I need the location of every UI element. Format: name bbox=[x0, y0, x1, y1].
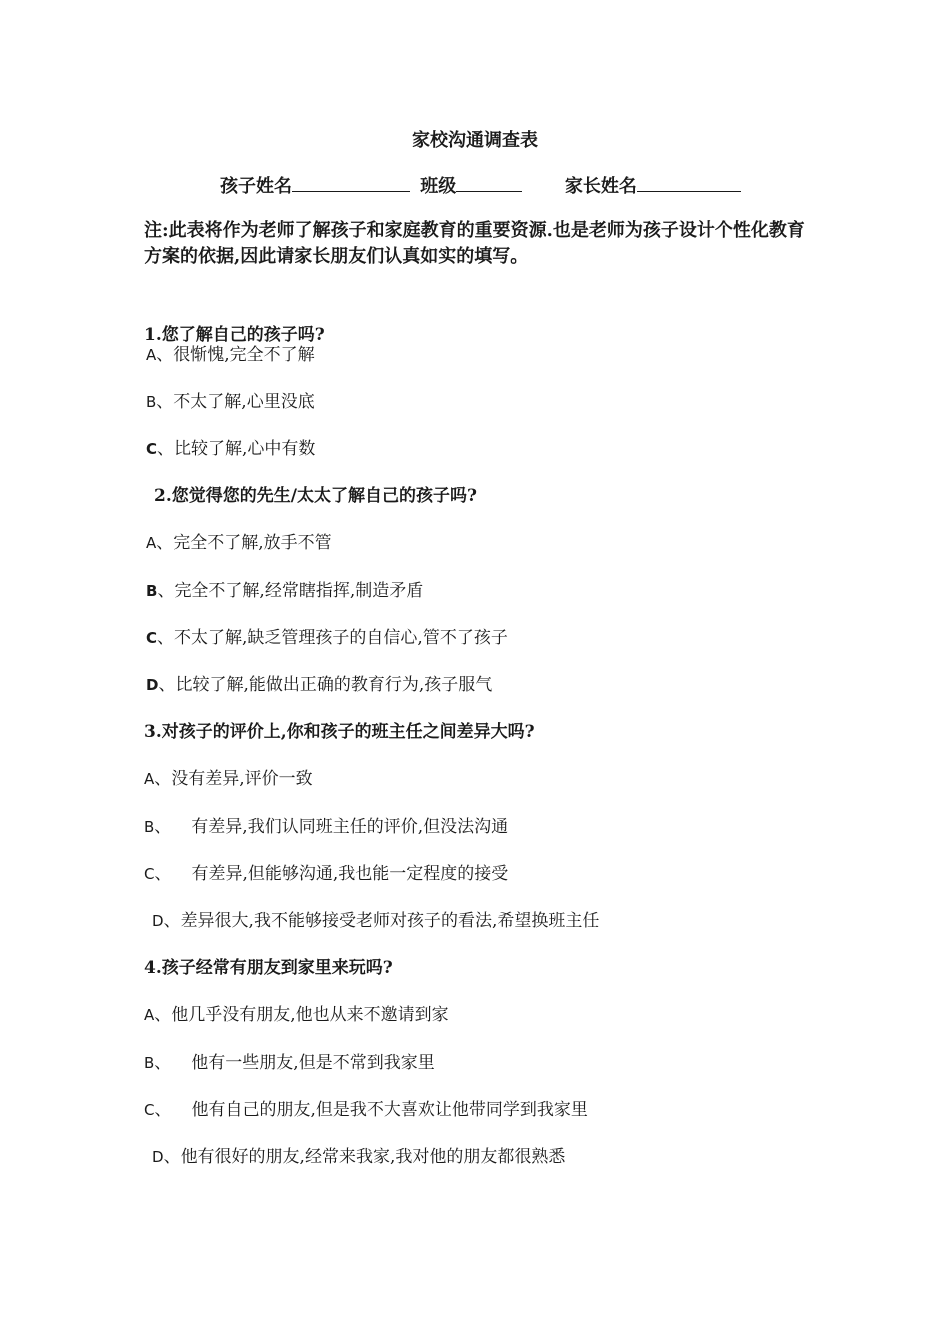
survey-note: 注:此表将作为老师了解孩子和家庭教育的重要资源.也是老师为孩子设计个性化教育方案的依据,因此请家长朋友们认真如实的填写。 bbox=[144, 220, 805, 267]
question-3: 3.对孩子的评价上,你和孩子的班主任之间差异大吗? bbox=[144, 722, 535, 742]
option-text: 完全不了解,经常瞎指挥,制造矛盾 bbox=[174, 581, 424, 601]
option-letter: D bbox=[146, 676, 159, 694]
option-text: 完全不了解,放手不管 bbox=[173, 533, 332, 553]
class-label: 班级 bbox=[420, 176, 457, 197]
parent-name-blank[interactable] bbox=[637, 173, 741, 192]
option-letter: A bbox=[146, 534, 157, 552]
option-text: 没有差异,评价一致 bbox=[171, 769, 313, 789]
option-text: 比较了解,能做出正确的教育行为,孩子服气 bbox=[175, 675, 493, 695]
option-text: 他有一些朋友,但是不常到我家里 bbox=[191, 1053, 435, 1073]
child-name-blank[interactable] bbox=[292, 173, 410, 192]
option-letter: C bbox=[146, 629, 158, 647]
question-4-option-b[interactable]: B、 他有一些朋友,但是不常到我家里 bbox=[144, 1053, 435, 1073]
question-1-option-b[interactable]: B、不太了解,心里没底 bbox=[146, 392, 315, 412]
question-4: 4.孩子经常有朋友到家里来玩吗? bbox=[144, 958, 393, 978]
option-letter: A bbox=[146, 346, 157, 364]
question-1-option-c[interactable]: C、比较了解,心中有数 bbox=[146, 439, 316, 459]
question-1-option-a[interactable]: A、很惭愧,完全不了解 bbox=[146, 345, 315, 365]
child-name-label: 孩子姓名 bbox=[220, 176, 292, 197]
option-letter: B bbox=[146, 393, 157, 411]
question-3-option-b[interactable]: B、 有差异,我们认同班主任的评价,但没法沟通 bbox=[144, 817, 509, 837]
option-text: 比较了解,心中有数 bbox=[174, 439, 316, 459]
option-text: 他几乎没有朋友,他也从来不邀请到家 bbox=[171, 1005, 449, 1025]
option-letter: D bbox=[152, 1148, 164, 1166]
question-3-option-d[interactable]: D、差异很大,我不能够接受老师对孩子的看法,希望换班主任 bbox=[152, 911, 600, 931]
question-4-option-a[interactable]: A、他几乎没有朋友,他也从来不邀请到家 bbox=[144, 1005, 449, 1025]
option-letter: B bbox=[144, 1054, 155, 1072]
question-3-option-a[interactable]: A、没有差异,评价一致 bbox=[144, 769, 313, 789]
question-1: 1.您了解自己的孩子吗? bbox=[144, 325, 325, 345]
option-letter: B bbox=[144, 818, 155, 836]
page-title: 家校沟通调查表 bbox=[412, 130, 538, 151]
option-letter: C bbox=[144, 1101, 155, 1119]
option-text: 他有很好的朋友,经常来我家,我对他的朋友都很熟悉 bbox=[180, 1147, 566, 1167]
class-blank[interactable] bbox=[456, 173, 522, 192]
option-letter: A bbox=[144, 1006, 155, 1024]
question-2-option-c[interactable]: C、不太了解,缺乏管理孩子的自信心,管不了孩子 bbox=[146, 628, 508, 648]
option-text: 差异很大,我不能够接受老师对孩子的看法,希望换班主任 bbox=[180, 911, 600, 931]
option-text: 有差异,但能够沟通,我也能一定程度的接受 bbox=[191, 864, 509, 884]
question-2: 2.您觉得您的先生/太太了解自己的孩子吗? bbox=[154, 486, 477, 506]
option-letter: B bbox=[146, 582, 158, 600]
option-letter: C bbox=[146, 440, 158, 458]
question-2-option-b[interactable]: B、完全不了解,经常瞎指挥,制造矛盾 bbox=[146, 581, 424, 601]
option-text: 不太了解,心里没底 bbox=[173, 392, 315, 412]
option-letter: D bbox=[152, 912, 164, 930]
info-fields bbox=[220, 172, 745, 198]
option-letter: C bbox=[144, 865, 155, 883]
question-4-option-c[interactable]: C、 他有自己的朋友,但是我不大喜欢让他带同学到我家里 bbox=[144, 1100, 588, 1120]
option-text: 有差异,我们认同班主任的评价,但没法沟通 bbox=[191, 817, 509, 837]
parent-name-label: 家长姓名 bbox=[564, 176, 637, 197]
question-2-option-d[interactable]: D、比较了解,能做出正确的教育行为,孩子服气 bbox=[146, 675, 493, 695]
question-3-option-c[interactable]: C、 有差异,但能够沟通,我也能一定程度的接受 bbox=[144, 864, 509, 884]
option-text: 不太了解,缺乏管理孩子的自信心,管不了孩子 bbox=[174, 628, 508, 648]
question-4-option-d[interactable]: D、他有很好的朋友,经常来我家,我对他的朋友都很熟悉 bbox=[152, 1147, 566, 1167]
option-letter: A bbox=[144, 770, 155, 788]
option-text: 他有自己的朋友,但是我不大喜欢让他带同学到我家里 bbox=[191, 1100, 588, 1120]
question-2-option-a[interactable]: A、完全不了解,放手不管 bbox=[146, 533, 332, 553]
option-text: 很惭愧,完全不了解 bbox=[173, 345, 315, 365]
